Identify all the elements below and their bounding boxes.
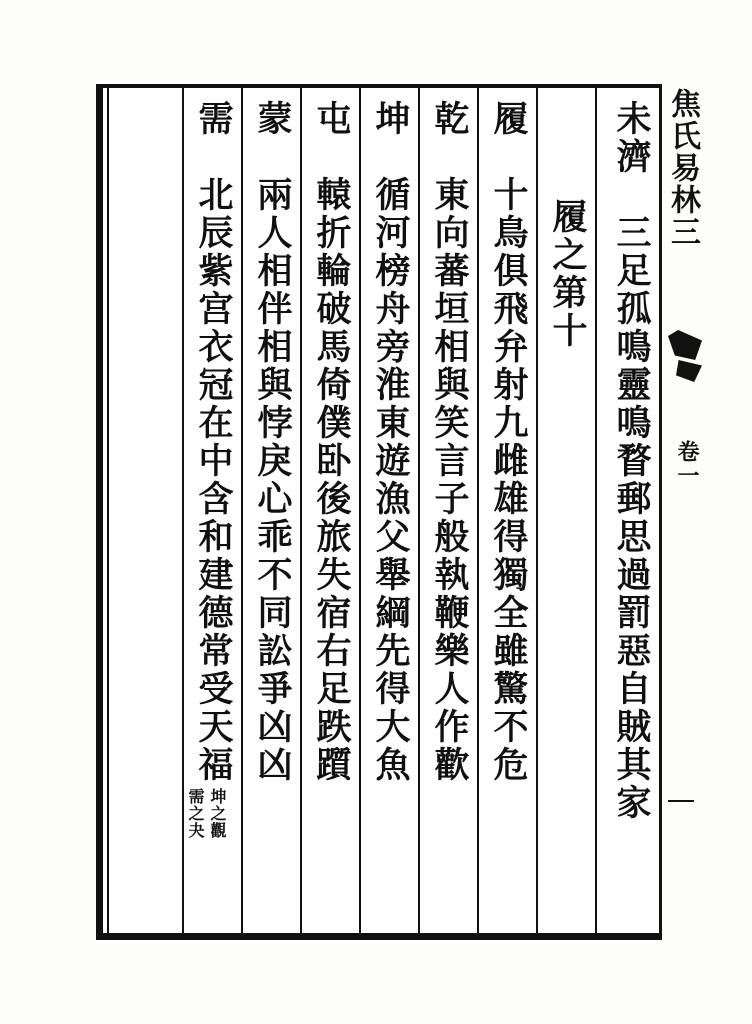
- text-column-weiji: 未濟 三足孤鳴靈鳴瞀郵思過罰惡自賊其家: [611, 100, 652, 822]
- column-rule-8: [182, 88, 184, 933]
- text-column-zhun: 屯 轅折輪破馬倚僕卧後旅失宿右足跌躓: [311, 100, 352, 784]
- column-rule-1: [595, 88, 597, 933]
- text-column-qian: 乾 東向蕃垣相與笑言子般執鞭樂人作歡: [429, 100, 470, 784]
- text-block-frame: [96, 84, 662, 940]
- column-rule-4: [418, 88, 420, 933]
- spine-blot-1: [668, 330, 702, 360]
- annotation-kun-zhi-guan: 坤之觀: [208, 788, 227, 839]
- spine-blot-2: [676, 360, 702, 382]
- spine-header-text: 焦氏易林三: [665, 88, 700, 248]
- text-column-section-title: 履之第十: [547, 198, 588, 350]
- annotation-xu-zhi-guai: 需之夬: [186, 788, 205, 839]
- column-rule-3: [477, 88, 479, 933]
- column-rule-2: [536, 88, 538, 933]
- text-column-xu: 需 北辰紫宫衣冠在中含和建德常受天福: [193, 100, 234, 784]
- text-column-kun: 坤 循河榜舟旁淮東遊漁父舉綱先得大魚: [370, 100, 411, 784]
- margin-tick: [668, 800, 694, 802]
- text-column-lu: 履 十鳥俱飛弁射九雌雄得獨全雖驚不危: [488, 100, 529, 784]
- column-rule-7: [241, 88, 243, 933]
- column-rule-6: [300, 88, 302, 933]
- volume-label: 卷一: [674, 440, 700, 488]
- text-column-meng: 蒙 兩人相伴相與悖戾心乖不同訟爭凶凶: [252, 100, 293, 784]
- column-rule-5: [359, 88, 361, 933]
